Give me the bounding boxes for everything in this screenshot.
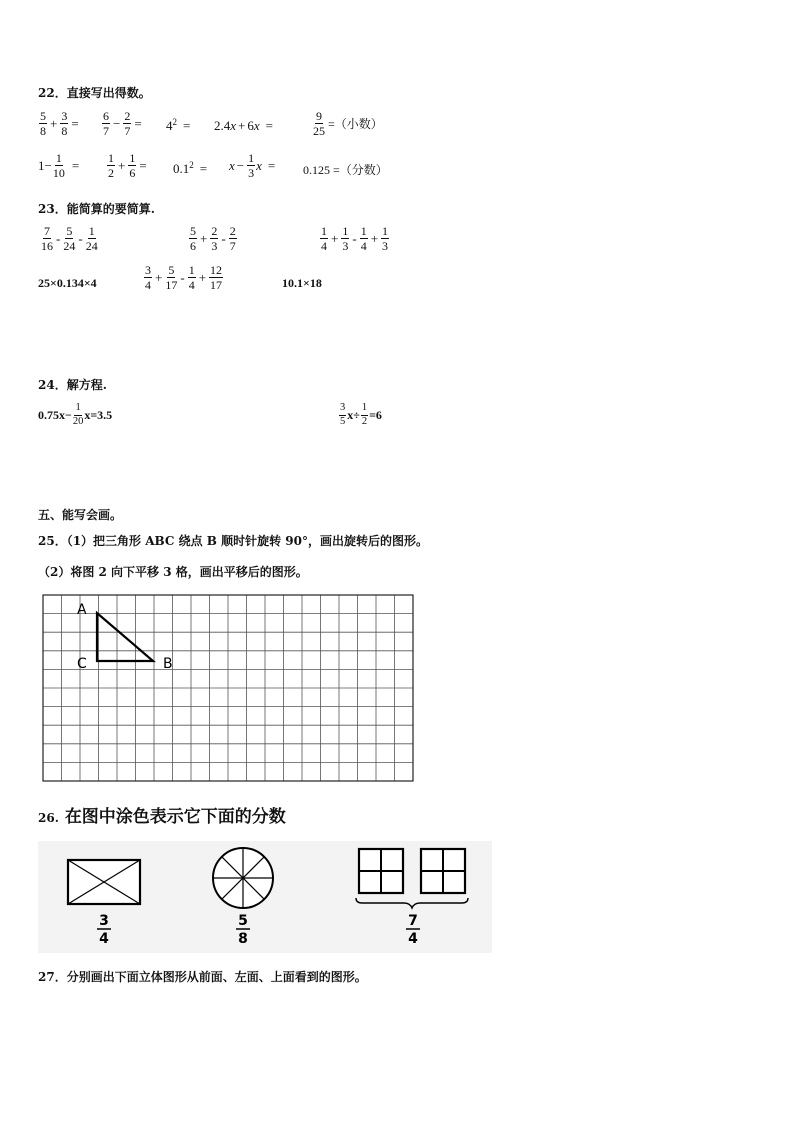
q23-expr3: $\frac{1}{4}$ + $\frac{1}{3}$ - $\frac{1}{4}$ + $\frac{1}{3}$ [321, 224, 389, 253]
q22-r2-a: 1− $\frac{1}{10}$ = [38, 151, 80, 180]
q22-r2-c: 0.1 $^2$ = [173, 160, 208, 176]
label-a: A [77, 602, 87, 618]
fraction-3 [406, 913, 420, 947]
q26-heading: 26. 在图中涂色表示它下面的分数 [38, 807, 286, 827]
svg-text:8: 8 [238, 931, 248, 947]
q26-shapes [38, 841, 492, 953]
q23-expr2: $\frac{5}{6}$ + $\frac{2}{3}$ - $\frac{2}{7}$ [190, 224, 236, 253]
q23-expr5: $\frac{3}{4}$ + $\frac{5}{17}$ - $\frac{1}{4}$ + $\frac{12}{17}$ [145, 263, 223, 292]
q22-title: 22．直接写出得数。 [38, 86, 151, 100]
fraction-2 [236, 913, 250, 947]
grid-lines [43, 595, 413, 781]
rectangle-shape [68, 860, 140, 904]
q22-r2-e: 0.125 =（分数） [303, 163, 388, 177]
grid-figure [40, 592, 416, 784]
svg-text:5: 5 [238, 913, 248, 929]
q22-r1-e: $\frac{9}{25}$ =（小数） [313, 109, 383, 138]
q24-equation1: 0.75x− $\frac{1}{20}$ x=3.5 [38, 402, 113, 427]
q23-title: 23．能简算的要简算. [38, 202, 155, 216]
triangle-abc [97, 613, 153, 661]
q22-r1-c: 4 $^2$ = [166, 117, 191, 133]
q23-expr4: 25×0.134×4 [38, 276, 97, 290]
q22-r2-d: x − $\frac{1}{3}$ x = [229, 151, 276, 180]
q22-r1-b: $\frac{6}{7}$ − $\frac{2}{7}$ = [103, 109, 142, 138]
svg-text:7: 7 [408, 913, 418, 929]
q22-r2-b: $\frac{1}{2}$ + $\frac{1}{6}$ = [108, 151, 147, 180]
circle-shape [213, 848, 273, 908]
squares-shape [356, 849, 468, 908]
svg-text:4: 4 [99, 931, 109, 947]
q26-figure-panel [38, 841, 492, 953]
q23-expr1: $\frac{7}{16}$ - $\frac{5}{24}$ - $\frac{1}{24}$ [41, 224, 98, 253]
q22-r1-a: $\frac{5}{8}$ + $\frac{3}{8}$ = [40, 109, 79, 138]
q27-title: 27．分别画出下面立体图形从前面、左面、上面看到的图形。 [38, 970, 367, 984]
section5-title: 五、能写会画。 [38, 508, 123, 522]
q24-equation2: $\frac{3}{5}$ x÷ $\frac{1}{2}$ =6 [340, 402, 382, 427]
label-b: B [163, 656, 173, 672]
svg-text:3: 3 [99, 913, 109, 929]
q24-title: 24．解方程. [38, 378, 107, 392]
q22-r1-d: 2.4 x + 6 x = [214, 118, 273, 133]
q25-part1: 25．（1）把三角形 ABC 绕点 B 顺时针旋转 90°，画出旋转后的图形。 [38, 534, 429, 548]
q23-expr6: 10.1×18 [282, 276, 322, 290]
label-c: C [77, 656, 87, 672]
fraction-1 [97, 913, 111, 947]
brace-icon [356, 898, 468, 908]
svg-text:4: 4 [408, 931, 418, 947]
q25-part2: （2）将图 2 向下平移 3 格，画出平移后的图形。 [38, 565, 308, 579]
